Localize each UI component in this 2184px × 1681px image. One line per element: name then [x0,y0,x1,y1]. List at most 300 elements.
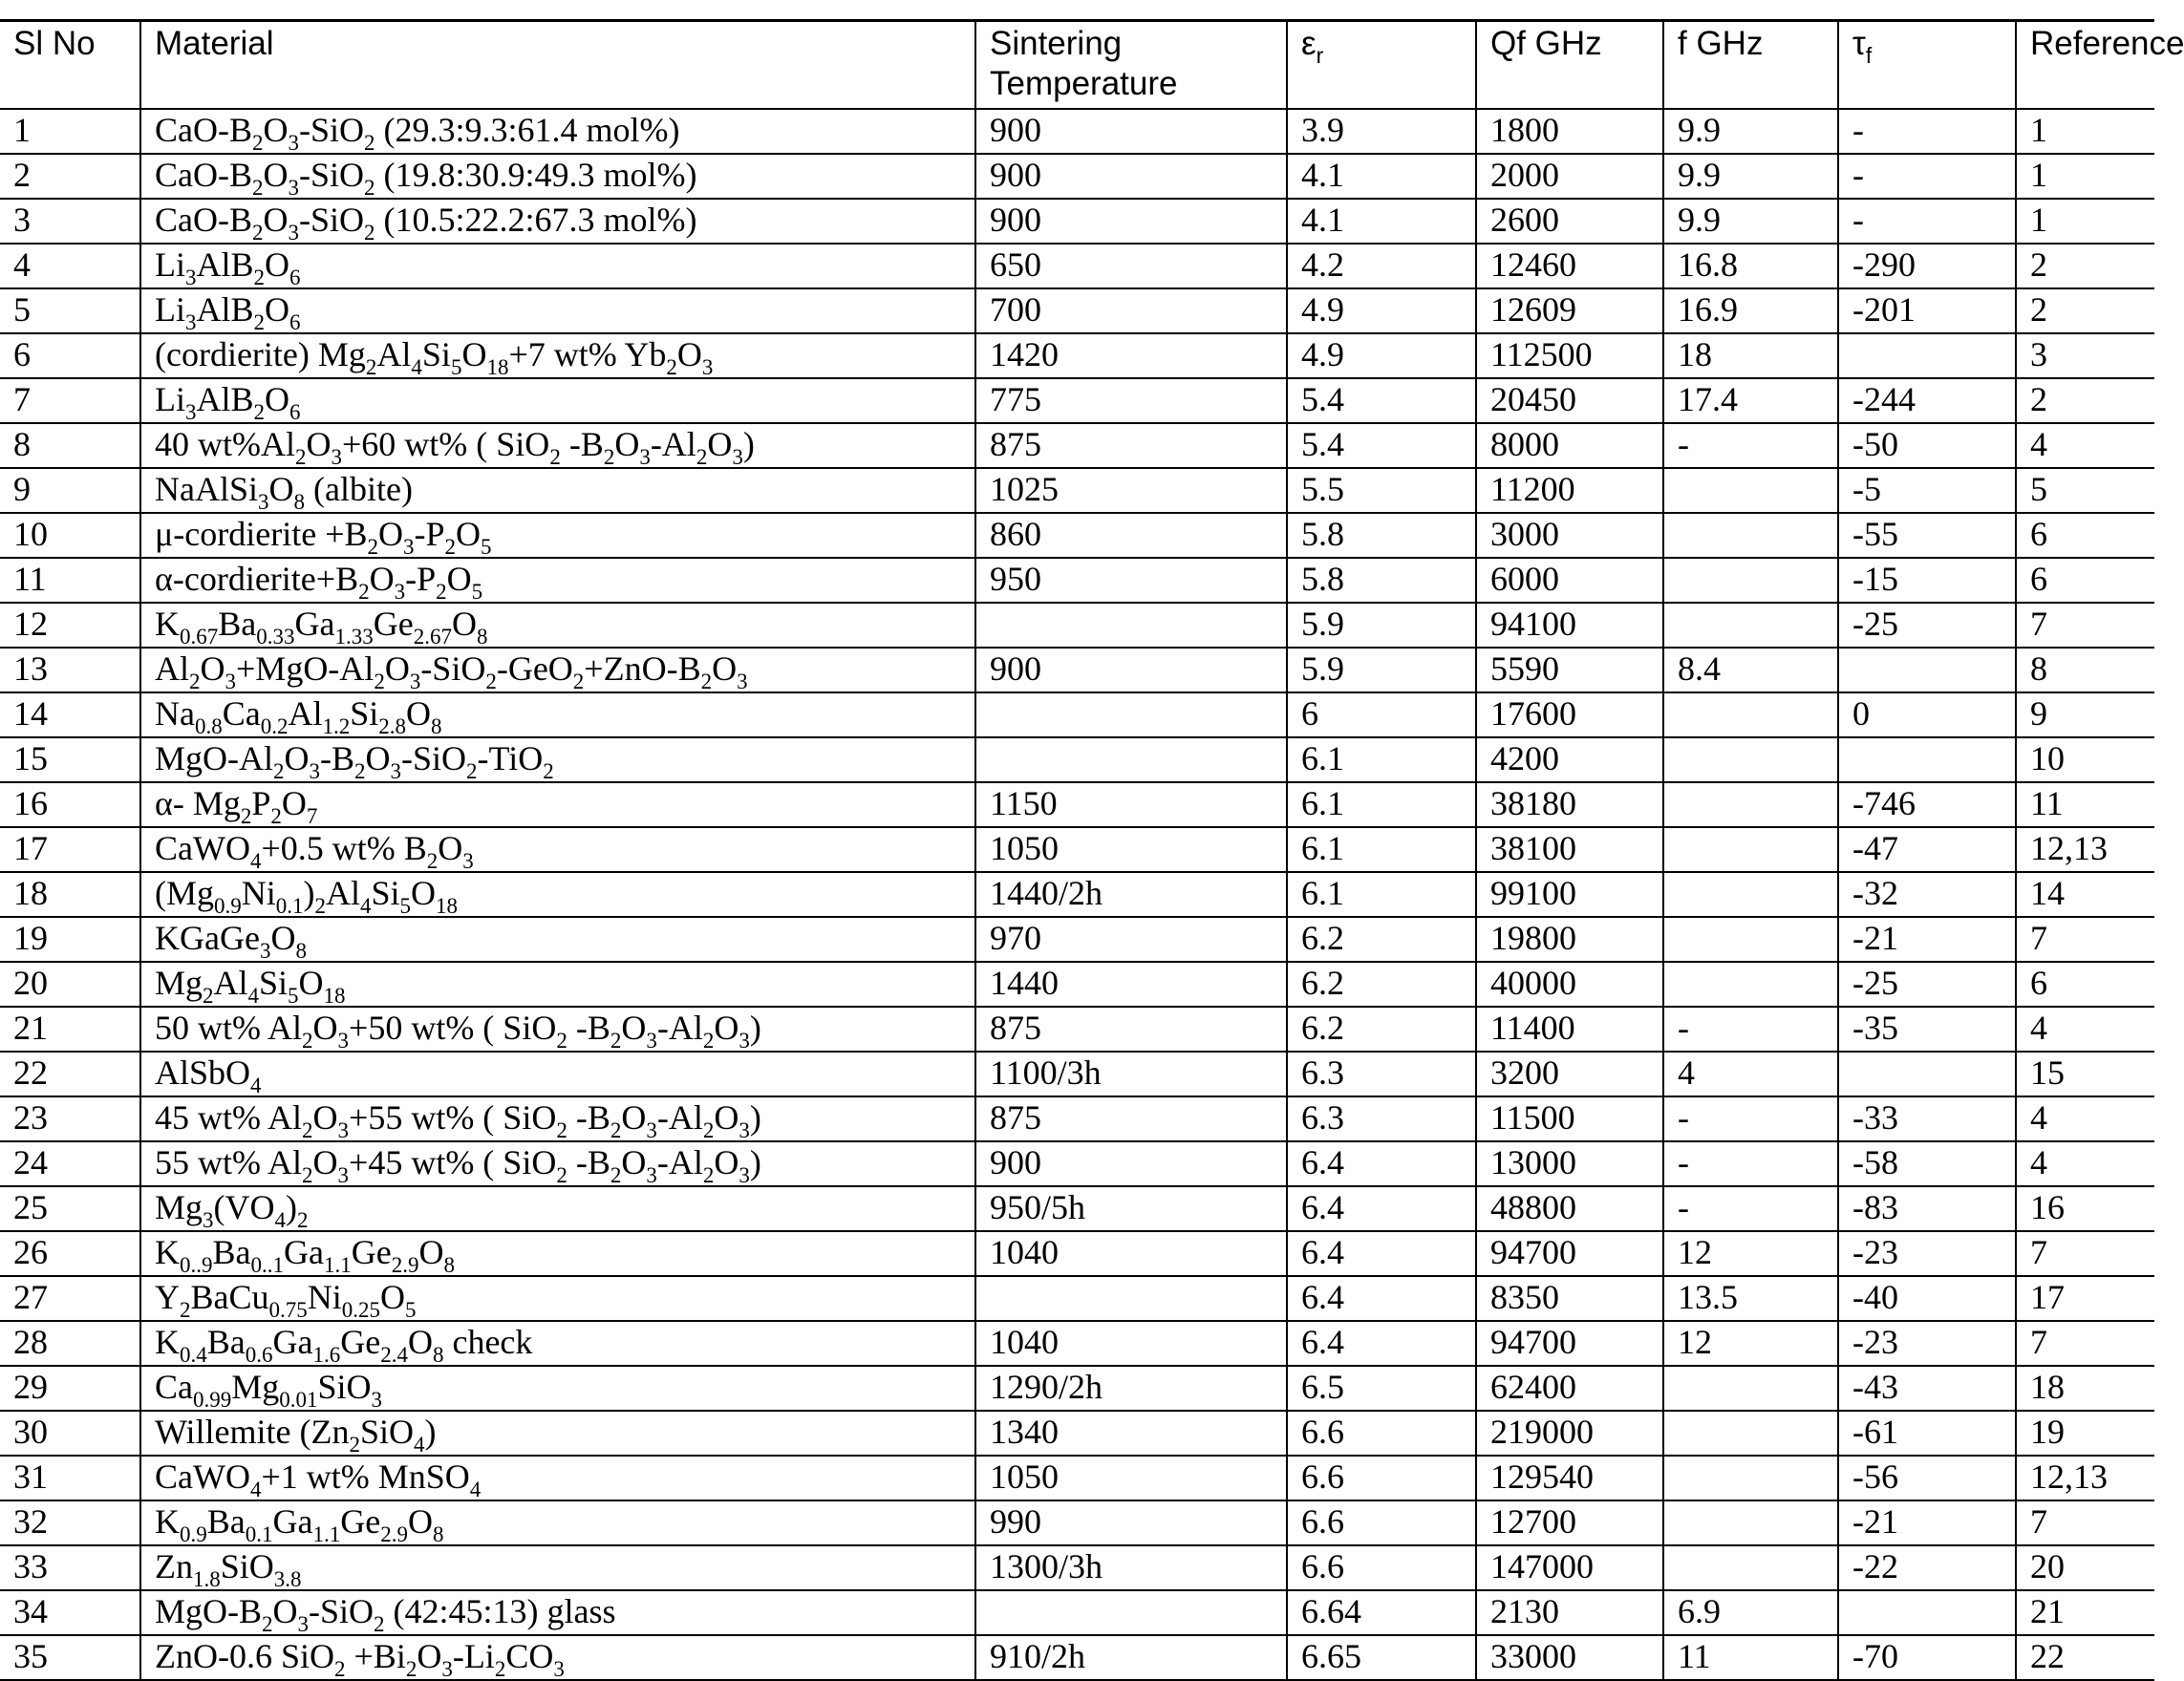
cell-reference: 22 [2016,1635,2154,1680]
cell-sl-no: 9 [0,468,140,513]
cell-reference: 12,13 [2016,827,2154,872]
cell-permittivity: 6.1 [1287,782,1476,827]
cell-reference: 6 [2016,962,2154,1007]
cell-tau-f: -50 [1838,423,2016,468]
cell-permittivity: 4.1 [1287,199,1476,244]
cell-permittivity: 6.64 [1287,1590,1476,1635]
cell-f-ghz [1663,917,1838,962]
cell-material: $Mg_2Al_4Si_5O_{18}$ [140,962,975,1007]
cell-reference: 11 [2016,782,2154,827]
cell-tau-f: -32 [1838,872,2016,917]
cell-reference: 4 [2016,1007,2154,1052]
cell-tau-f: 0 [1838,692,2016,737]
cell-qf-ghz: 33000 [1476,1635,1663,1680]
cell-f-ghz: 9.9 [1663,199,1838,244]
cell-reference: 4 [2016,423,2154,468]
cell-sintering-temperature: 1290/2h [975,1366,1287,1411]
cell-tau-f [1838,1052,2016,1096]
cell-tau-f: -244 [1838,378,2016,423]
cell-sl-no: 25 [0,1186,140,1231]
table-row [0,692,2154,737]
cell-permittivity: 4.2 [1287,244,1476,288]
cell-sintering-temperature: 1050 [975,1456,1287,1500]
cell-reference: 1 [2016,199,2154,244]
cell-reference: 14 [2016,872,2154,917]
table-row [0,1635,2154,1680]
cell-sl-no: 13 [0,648,140,692]
cell-reference: 7 [2016,603,2154,648]
cell-tau-f: -21 [1838,1500,2016,1545]
table-row [0,1366,2154,1411]
cell-tau-f: -23 [1838,1231,2016,1276]
cell-material: CaWO$_4$+0.5 wt% $B_2O_3$ [140,827,975,872]
cell-f-ghz: 13.5 [1663,1276,1838,1321]
cell-tau-f [1838,1590,2016,1635]
cell-sintering-temperature: 1100/3h [975,1052,1287,1096]
cell-f-ghz: 6.9 [1663,1590,1838,1635]
cell-reference: 7 [2016,1500,2154,1545]
cell-sl-no: 18 [0,872,140,917]
cell-permittivity: 6.5 [1287,1366,1476,1411]
cell-material: $Y_2BaCu_{0.75}Ni_{0.25}O_5$ [140,1276,975,1321]
table-row [0,872,2154,917]
cell-qf-ghz: 4200 [1476,737,1663,782]
cell-sintering-temperature: 990 [975,1500,1287,1545]
cell-tau-f: -70 [1838,1635,2016,1680]
cell-sl-no: 27 [0,1276,140,1321]
cell-qf-ghz: 17600 [1476,692,1663,737]
table-row [0,558,2154,603]
header-sintering-temperature-text: Sintering Temperature [990,25,1178,102]
cell-f-ghz [1663,1545,1838,1590]
cell-f-ghz [1663,692,1838,737]
cell-material: ZnO-0.6 $SiO_2 +Bi_2O_3-Li_2CO_3$ [140,1635,975,1680]
cell-tau-f: -25 [1838,962,2016,1007]
cell-tau-f: -47 [1838,827,2016,872]
cell-sl-no: 3 [0,199,140,244]
cell-f-ghz [1663,1411,1838,1456]
cell-permittivity: 6.6 [1287,1500,1476,1545]
cell-sl-no: 28 [0,1321,140,1366]
materials-table [0,19,2184,1681]
cell-permittivity: 6.4 [1287,1186,1476,1231]
header-permittivity: $\varepsilon_r$ [1287,21,1476,110]
cell-material: $\alpha-cordierite+B_2O_3-P_2O_5$ [140,558,975,603]
cell-sl-no: 29 [0,1366,140,1411]
cell-f-ghz [1663,782,1838,827]
cell-permittivity: 5.8 [1287,558,1476,603]
cell-sl-no: 32 [0,1500,140,1545]
cell-sintering-temperature: 1040 [975,1321,1287,1366]
cell-permittivity: 3.9 [1287,109,1476,154]
cell-sintering-temperature: 650 [975,244,1287,288]
cell-reference: 3 [2016,333,2154,378]
cell-f-ghz: 17.4 [1663,378,1838,423]
table-row [0,513,2154,558]
cell-permittivity: 6.6 [1287,1545,1476,1590]
cell-material: CaO-$B_2O_3-SiO_2$ (29.3:9.3:61.4 mol%) [140,109,975,154]
cell-tau-f: -5 [1838,468,2016,513]
table-row [0,1186,2154,1231]
cell-permittivity: 6.4 [1287,1141,1476,1186]
cell-f-ghz [1663,827,1838,872]
cell-reference: 15 [2016,1052,2154,1096]
cell-reference: 18 [2016,1366,2154,1411]
cell-reference: 9 [2016,692,2154,737]
cell-reference: 8 [2016,648,2154,692]
cell-f-ghz: - [1663,1186,1838,1231]
cell-qf-ghz: 12700 [1476,1500,1663,1545]
cell-permittivity: 6.1 [1287,827,1476,872]
cell-qf-ghz: 13000 [1476,1141,1663,1186]
cell-permittivity: 4.1 [1287,154,1476,199]
cell-tau-f: -25 [1838,603,2016,648]
cell-material: $Zn_{1.8}SiO_{3.8}$ [140,1545,975,1590]
cell-qf-ghz: 219000 [1476,1411,1663,1456]
cell-qf-ghz: 11200 [1476,468,1663,513]
cell-f-ghz [1663,737,1838,782]
cell-permittivity: 5.5 [1287,468,1476,513]
cell-material: (cordierite) $Mg_2Al_4Si_5O_{18}+7$ wt% $Yb_2O_3$ [140,333,975,378]
cell-material: $Li_3AlB_2O_6$ [140,244,975,288]
cell-tau-f: -15 [1838,558,2016,603]
cell-f-ghz: 9.9 [1663,109,1838,154]
cell-permittivity: 6.1 [1287,872,1476,917]
table-row [0,333,2154,378]
cell-reference: 4 [2016,1141,2154,1186]
cell-reference: 5 [2016,468,2154,513]
table-row [0,468,2154,513]
cell-sintering-temperature: 900 [975,648,1287,692]
cell-sintering-temperature: 900 [975,1141,1287,1186]
cell-material: $K_{0..9}Ba_{0..1}Ga_{1.1}Ge_{2.9}O_8$ [140,1231,975,1276]
cell-sl-no: 8 [0,423,140,468]
cell-qf-ghz: 8000 [1476,423,1663,468]
cell-tau-f: -746 [1838,782,2016,827]
cell-tau-f: -290 [1838,244,2016,288]
cell-reference: 2 [2016,288,2154,333]
cell-qf-ghz: 5590 [1476,648,1663,692]
cell-material: CaWO$_4$+1 wt% MnSO$_4$ [140,1456,975,1500]
cell-reference: 4 [2016,1096,2154,1141]
cell-material: $NaAlSi_3O_8$ (albite) [140,468,975,513]
cell-sintering-temperature: 1340 [975,1411,1287,1456]
cell-permittivity: 6.4 [1287,1231,1476,1276]
cell-material: AlSbO$_4$ [140,1052,975,1096]
header-material: Material [140,21,975,110]
cell-sintering-temperature [975,1276,1287,1321]
cell-material: $(Mg_{0.9}Ni_{0.1})_2Al_4Si_5O_{18}$ [140,872,975,917]
cell-sl-no: 16 [0,782,140,827]
table-row [0,288,2154,333]
cell-tau-f: -55 [1838,513,2016,558]
table-row [0,1321,2154,1366]
cell-f-ghz [1663,558,1838,603]
cell-qf-ghz: 38180 [1476,782,1663,827]
cell-f-ghz: - [1663,1141,1838,1186]
cell-tau-f [1838,648,2016,692]
cell-sintering-temperature: 950 [975,558,1287,603]
cell-permittivity: 6.6 [1287,1411,1476,1456]
cell-material: $Na_{0.8}Ca_{0.2}Al_{1.2}Si_{2.8}O_8$ [140,692,975,737]
cell-sintering-temperature: 1440/2h [975,872,1287,917]
cell-reference: 2 [2016,244,2154,288]
cell-material: $K_{0.9}Ba_{0.1}Ga_{1.1}Ge_{2.9}O_8$ [140,1500,975,1545]
cell-tau-f: -58 [1838,1141,2016,1186]
cell-sl-no: 6 [0,333,140,378]
cell-material: Willemite $(Zn_2SiO_4)$ [140,1411,975,1456]
cell-permittivity: 6.2 [1287,1007,1476,1052]
cell-permittivity: 5.9 [1287,603,1476,648]
cell-material: MgO-$Al_2O_3-B_2O_3-SiO_2-TiO_2$ [140,737,975,782]
cell-qf-ghz: 8350 [1476,1276,1663,1321]
cell-qf-ghz: 19800 [1476,917,1663,962]
cell-reference: 2 [2016,378,2154,423]
cell-material: $Al_2O_3+MgO-Al_2O_3-SiO_2-GeO_2+ZnO-B_2O_3$ [140,648,975,692]
cell-sl-no: 22 [0,1052,140,1096]
cell-sl-no: 11 [0,558,140,603]
cell-qf-ghz: 48800 [1476,1186,1663,1231]
table-row [0,244,2154,288]
cell-tau-f: -22 [1838,1545,2016,1590]
cell-sl-no: 34 [0,1590,140,1635]
table-row [0,199,2154,244]
cell-sl-no: 23 [0,1096,140,1141]
cell-tau-f: -56 [1838,1456,2016,1500]
cell-sintering-temperature: 875 [975,423,1287,468]
table-row [0,827,2154,872]
cell-sl-no: 26 [0,1231,140,1276]
header-row [0,21,2154,110]
cell-material: α- $Mg_2P_2O_7$ [140,782,975,827]
table-row [0,423,2154,468]
cell-qf-ghz: 1800 [1476,109,1663,154]
cell-qf-ghz: 11500 [1476,1096,1663,1141]
cell-f-ghz: 4 [1663,1052,1838,1096]
cell-f-ghz: - [1663,1007,1838,1052]
cell-sl-no: 33 [0,1545,140,1590]
cell-material: μ-cordierite $+B_2O_3-P_2O_5$ [140,513,975,558]
cell-sl-no: 2 [0,154,140,199]
cell-f-ghz: 16.8 [1663,244,1838,288]
cell-f-ghz: 12 [1663,1231,1838,1276]
cell-sintering-temperature: 1025 [975,468,1287,513]
cell-sl-no: 19 [0,917,140,962]
cell-tau-f: -40 [1838,1276,2016,1321]
cell-f-ghz [1663,1456,1838,1500]
table-row [0,782,2154,827]
cell-reference: 21 [2016,1590,2154,1635]
cell-reference: 6 [2016,558,2154,603]
cell-material: 45 wt% $Al_2O_3+55$ wt% ( SiO$_2$ $-B_2O_3-Al_2O_3$) [140,1096,975,1141]
cell-f-ghz [1663,513,1838,558]
cell-sl-no: 35 [0,1635,140,1680]
cell-qf-ghz: 3000 [1476,513,1663,558]
cell-sintering-temperature: 700 [975,288,1287,333]
header-reference: Reference [2016,21,2154,110]
cell-sintering-temperature [975,737,1287,782]
cell-reference: 6 [2016,513,2154,558]
cell-qf-ghz: 38100 [1476,827,1663,872]
cell-reference: 7 [2016,917,2154,962]
cell-f-ghz: - [1663,423,1838,468]
cell-permittivity: 6.4 [1287,1276,1476,1321]
table-row [0,962,2154,1007]
table-row [0,1007,2154,1052]
cell-tau-f: -33 [1838,1096,2016,1141]
cell-tau-f: -43 [1838,1366,2016,1411]
cell-qf-ghz: 2130 [1476,1590,1663,1635]
header-sl-no: Sl No [0,21,140,110]
cell-f-ghz: 11 [1663,1635,1838,1680]
cell-material: CaO-$B_2O_3-SiO_2$ (19.8:30.9:49.3 mol%) [140,154,975,199]
cell-sl-no: 10 [0,513,140,558]
cell-sintering-temperature: 1050 [975,827,1287,872]
cell-sintering-temperature: 950/5h [975,1186,1287,1231]
cell-sl-no: 31 [0,1456,140,1500]
cell-f-ghz [1663,872,1838,917]
cell-sl-no: 7 [0,378,140,423]
cell-f-ghz [1663,1500,1838,1545]
cell-sintering-temperature: 910/2h [975,1635,1287,1680]
cell-reference: 20 [2016,1545,2154,1590]
cell-qf-ghz: 40000 [1476,962,1663,1007]
cell-material: $Mg_3(VO_4)_2$ [140,1186,975,1231]
cell-f-ghz: 16.9 [1663,288,1838,333]
cell-qf-ghz: 12609 [1476,288,1663,333]
cell-f-ghz: 8.4 [1663,648,1838,692]
cell-material: $Ca_{0.99}Mg_{0.01}SiO_3$ [140,1366,975,1411]
cell-sintering-temperature [975,603,1287,648]
cell-qf-ghz: 3200 [1476,1052,1663,1096]
cell-sintering-temperature: 970 [975,917,1287,962]
cell-sintering-temperature: 775 [975,378,1287,423]
cell-f-ghz [1663,962,1838,1007]
cell-material: 40 $wt\%Al_2O_3+60$ wt% ( SiO$_2$ $-B_2O_3-Al_2O_3$) [140,423,975,468]
cell-qf-ghz: 94100 [1476,603,1663,648]
cell-reference: 7 [2016,1321,2154,1366]
table-row [0,917,2154,962]
cell-sl-no: 24 [0,1141,140,1186]
table-row [0,1456,2154,1500]
cell-permittivity: 5.9 [1287,648,1476,692]
cell-permittivity: 5.8 [1287,513,1476,558]
cell-sl-no: 14 [0,692,140,737]
table-row [0,648,2154,692]
cell-f-ghz [1663,1366,1838,1411]
header-f-ghz: f GHz [1663,21,1838,110]
cell-reference: 16 [2016,1186,2154,1231]
cell-permittivity: 4.9 [1287,288,1476,333]
cell-reference: 7 [2016,1231,2154,1276]
cell-sl-no: 30 [0,1411,140,1456]
cell-sintering-temperature: 860 [975,513,1287,558]
cell-f-ghz: - [1663,1096,1838,1141]
cell-material: $K_{0.67}Ba_{0.33}Ga_{1.33}Ge_{2.67}O_8$ [140,603,975,648]
cell-sintering-temperature: 875 [975,1096,1287,1141]
cell-tau-f: - [1838,199,2016,244]
cell-f-ghz: 12 [1663,1321,1838,1366]
cell-permittivity: 5.4 [1287,378,1476,423]
cell-sintering-temperature: 1440 [975,962,1287,1007]
cell-permittivity: 4.9 [1287,333,1476,378]
cell-qf-ghz: 6000 [1476,558,1663,603]
cell-sl-no: 15 [0,737,140,782]
cell-sintering-temperature: 900 [975,109,1287,154]
cell-qf-ghz: 62400 [1476,1366,1663,1411]
cell-sintering-temperature: 900 [975,199,1287,244]
cell-permittivity: 6.2 [1287,962,1476,1007]
header-tau-f: $\tau_f$ [1838,21,2016,110]
cell-qf-ghz: 2000 [1476,154,1663,199]
cell-qf-ghz: 147000 [1476,1545,1663,1590]
table-row [0,1096,2154,1141]
table-row [0,737,2154,782]
cell-tau-f: -23 [1838,1321,2016,1366]
cell-sintering-temperature: 900 [975,154,1287,199]
table-row [0,1141,2154,1186]
cell-tau-f [1838,333,2016,378]
cell-reference: 10 [2016,737,2154,782]
cell-reference: 1 [2016,154,2154,199]
cell-f-ghz [1663,603,1838,648]
cell-permittivity: 6.4 [1287,1321,1476,1366]
cell-tau-f [1838,737,2016,782]
cell-permittivity: 6.3 [1287,1052,1476,1096]
cell-sintering-temperature: 1300/3h [975,1545,1287,1590]
cell-material: 55 wt% $Al_2O_3+45$ wt% ( SiO$_2$ $-B_2O_3-Al_2O_3$) [140,1141,975,1186]
cell-tau-f: -201 [1838,288,2016,333]
cell-material: $KGaGe_3O_8$ [140,917,975,962]
table-row [0,154,2154,199]
cell-qf-ghz: 2600 [1476,199,1663,244]
table-row [0,603,2154,648]
table-body [0,109,2154,1680]
cell-sl-no: 1 [0,109,140,154]
cell-sintering-temperature: 1150 [975,782,1287,827]
cell-sintering-temperature [975,692,1287,737]
cell-qf-ghz: 112500 [1476,333,1663,378]
cell-tau-f: - [1838,154,2016,199]
cell-sl-no: 5 [0,288,140,333]
cell-material: CaO-$B_2O_3-SiO_2$ (10.5:22.2:67.3 mol%) [140,199,975,244]
table-row [0,1411,2154,1456]
cell-qf-ghz: 11400 [1476,1007,1663,1052]
cell-sintering-temperature [975,1590,1287,1635]
table-row [0,109,2154,154]
cell-sl-no: 12 [0,603,140,648]
table-row [0,378,2154,423]
table-row [0,1500,2154,1545]
header-sintering-temperature [975,21,1287,110]
cell-permittivity: 6.65 [1287,1635,1476,1680]
table-row [0,1052,2154,1096]
cell-qf-ghz: 20450 [1476,378,1663,423]
cell-qf-ghz: 12460 [1476,244,1663,288]
cell-qf-ghz: 94700 [1476,1231,1663,1276]
cell-permittivity: 6 [1287,692,1476,737]
cell-tau-f: -35 [1838,1007,2016,1052]
table-row [0,1276,2154,1321]
cell-sl-no: 4 [0,244,140,288]
cell-f-ghz [1663,468,1838,513]
cell-sl-no: 21 [0,1007,140,1052]
cell-f-ghz: 9.9 [1663,154,1838,199]
cell-material: MgO-$B_2O_3-SiO_2$ (42:45:13) glass [140,1590,975,1635]
cell-material: $Li_3AlB_2O_6$ [140,288,975,333]
cell-material: $K_{0.4}Ba_{0.6}Ga_{1.6}Ge_{2.4}O_8$ check [140,1321,975,1366]
cell-tau-f: -61 [1838,1411,2016,1456]
